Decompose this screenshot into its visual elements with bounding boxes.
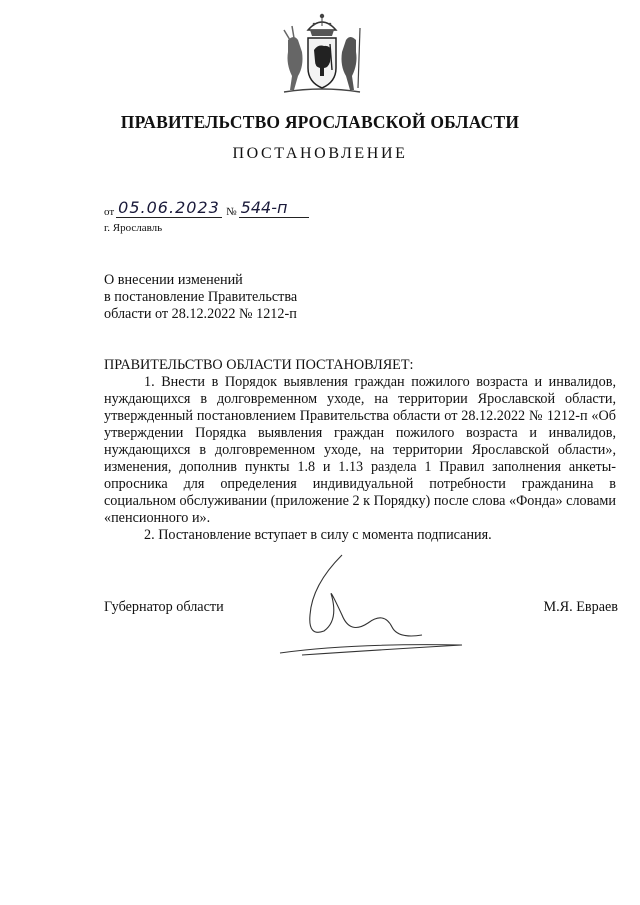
document-city: г. Ярославль [104,222,163,234]
signer-name: М.Я. Евраев [543,599,618,615]
subject-line: О внесении изменений [104,272,243,288]
subject-line: области от 28.12.2022 № 1212-п [104,306,297,322]
document-body [104,357,616,544]
document-subject [104,272,297,323]
number-prefix: № [226,206,237,218]
paragraph-1: 1. Внести в Порядок выявления граждан пожилого возраста и инвалидов, нуждающихся в долговременном уходе, на территории Ярославской области, утвержденный постановлением Правительства области от 28.12.2022 № 1212-п «Об утверждении Порядка выявления граждан пожилого возраста и инвалидов, нуждающихся в долговременном уходе, на территории Ярославской области», изменения, дополнив пункты 1.8 и 1.13 раздела 1 Правил заполнения анкеты-опросника для определения индивидуальной потребности гражданина в социальном обслуживании (приложение 2 к Порядку) после слова «Фонда» словами «пенсионного и». [104,374,616,526]
subject-line: в постановление Правительства [104,289,298,305]
document-date: 05.06.2023 [116,199,222,218]
document-number: 544-п [239,199,309,218]
resolve-heading: ПРАВИТЕЛЬСТВО ОБЛАСТИ ПОСТАНОВЛЯЕТ: [104,357,414,373]
coat-of-arms-icon [274,10,370,96]
document-type: ПОСТАНОВЛЕНИЕ [232,145,408,162]
date-prefix: от [104,206,115,218]
handwritten-signature-icon [272,545,472,665]
paragraph-2: 2. Постановление вступает в силу с момента подписания. [144,527,492,543]
government-name: ПРАВИТЕЛЬСТВО ЯРОСЛАВСКОЙ ОБЛАСТИ [120,112,520,132]
signer-position: Губернатор области [104,599,224,615]
document-meta [104,198,309,234]
